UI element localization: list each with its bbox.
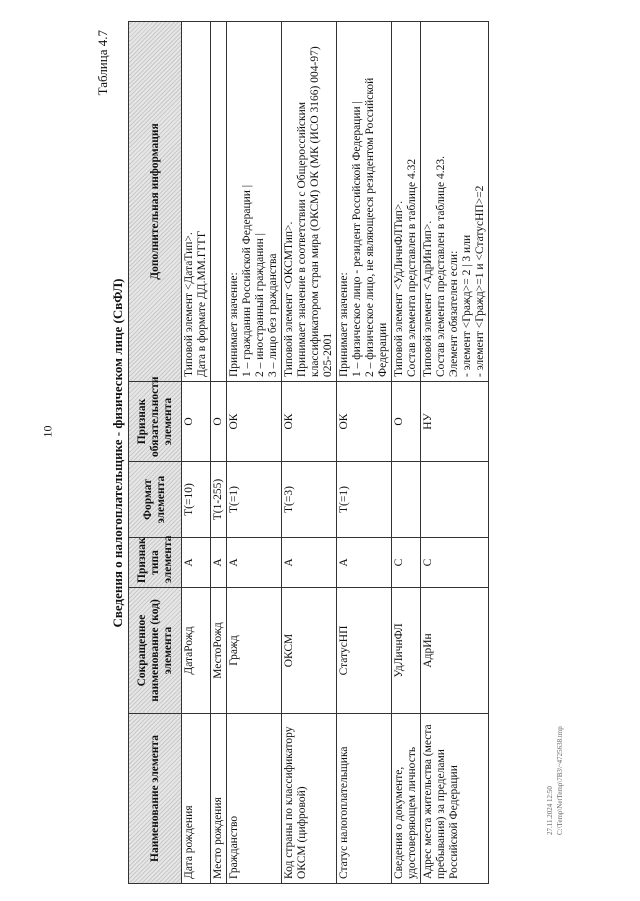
info-line: 2 – физическое лицо, не являющееся резидентом Российской Федерации — [364, 77, 389, 377]
element-code: МестоРожд — [211, 588, 227, 714]
table-row — [211, 22, 227, 884]
element-code: ОКСМ — [282, 588, 337, 714]
column-header: Признак типа элемента — [129, 538, 182, 588]
element-name: Гражданство — [227, 714, 282, 884]
info-line: Дата в формате ДД.ММ.ГГГГ — [196, 230, 208, 377]
element-format: T(=10) — [182, 462, 211, 538]
info-line: 2 – иностранный гражданин | — [254, 233, 266, 377]
element-code: СтатусНП — [337, 588, 392, 714]
info-line: Принимает значение: — [338, 272, 350, 377]
column-header: Дополнительная информация — [129, 22, 182, 382]
element-required: О — [211, 382, 227, 462]
element-name: Место рождения — [211, 714, 227, 884]
element-required: ОК — [282, 382, 337, 462]
table-row — [392, 22, 421, 884]
element-format: T(=1) — [227, 462, 282, 538]
table-row — [182, 22, 211, 884]
info-line: Типовой элемент <АдрИнТип>. — [422, 220, 434, 377]
info-line: 1 – физическое лицо - резидент Российской Федерации | — [351, 101, 363, 377]
element-format: T(=1) — [337, 462, 392, 538]
info-line: Принимает значение в соответствии с Общероссийским классификатором стран мира (ОКСМ) ОК (МК (ИСО 3166) 004-97) 025-2001 — [296, 46, 334, 377]
rotated-page-content — [95, 22, 525, 884]
column-header: Формат элемента — [129, 462, 182, 538]
table-row — [421, 22, 489, 884]
table-header-row — [129, 22, 182, 884]
element-info — [392, 22, 421, 382]
element-name: Статус налогоплательщика — [337, 714, 392, 884]
element-info — [282, 22, 337, 382]
element-format: T(1-255) — [211, 462, 227, 538]
info-line: Состав элемента представлен в таблице 4.32 — [406, 158, 418, 377]
info-line: Состав элемента представлен в таблице 4.23. — [435, 155, 447, 377]
element-required: ОК — [227, 382, 282, 462]
element-type: А — [182, 538, 211, 588]
elements-table — [128, 21, 489, 884]
element-type: А — [211, 538, 227, 588]
column-header: Наименование элемента — [129, 714, 182, 884]
info-line: Типовой элемент <УдЛичнФЛТип>. — [393, 200, 405, 377]
element-info — [227, 22, 282, 382]
element-info — [337, 22, 392, 382]
stamp-datetime: 27.11.2024 12:50 — [546, 786, 554, 835]
table-title: Сведения о налогоплательщике - физическом лице (СвФЛ) — [110, 278, 125, 628]
info-line: 3 – лицо без гражданства — [267, 253, 279, 377]
table-row — [227, 22, 282, 884]
print-stamp — [545, 575, 569, 835]
element-type: А — [227, 538, 282, 588]
element-info — [421, 22, 489, 382]
element-name: Код страны по классификатору ОКСМ (цифровой) — [282, 714, 337, 884]
element-code: УдЛичнФЛ — [392, 588, 421, 714]
element-code: Гражд — [227, 588, 282, 714]
table-row — [337, 22, 392, 884]
element-code: ДатаРожд — [182, 588, 211, 714]
info-line: Элемент обязателен если: — [448, 250, 460, 377]
element-format — [392, 462, 421, 538]
element-required: О — [182, 382, 211, 462]
element-type: С — [421, 538, 489, 588]
stamp-path: С:\Temp\NetTemp\7B3\~4725638.tmp — [556, 726, 564, 835]
element-required: НУ — [421, 382, 489, 462]
element-name: Адрес места жительства (места пребывания) за пределами Российской Федерации — [421, 714, 489, 884]
element-info — [211, 22, 227, 382]
info-line: - элемент <Гражд>= 2 | 3 или — [461, 234, 473, 377]
element-type: С — [392, 538, 421, 588]
element-format: T(=3) — [282, 462, 337, 538]
element-required: О — [392, 382, 421, 462]
info-line: - элемент <Гражд>=1 и <СтатусНП>=2 — [474, 185, 486, 377]
table-label: Таблица 4.7 — [95, 30, 110, 96]
column-header: Признак обязательности элемента — [129, 382, 182, 462]
element-format — [421, 462, 489, 538]
element-name: Сведения о документе, удостоверяющем личность — [392, 714, 421, 884]
info-line: Типовой элемент <ОКСМТип>. — [283, 221, 295, 377]
element-type: А — [337, 538, 392, 588]
element-type: А — [282, 538, 337, 588]
element-info — [182, 22, 211, 382]
element-name: Дата рождения — [182, 714, 211, 884]
column-header: Сокращенное наименование (код) элемента — [129, 588, 182, 714]
info-line: Принимает значение: — [228, 272, 240, 377]
element-required: ОК — [337, 382, 392, 462]
info-line: Типовой элемент <ДатаТип>. — [183, 232, 195, 377]
page-number: 10 — [40, 425, 55, 438]
table-row — [282, 22, 337, 884]
info-line: 1 – гражданин Российской Федерации | — [241, 184, 253, 377]
element-code: АдрИн — [421, 588, 489, 714]
